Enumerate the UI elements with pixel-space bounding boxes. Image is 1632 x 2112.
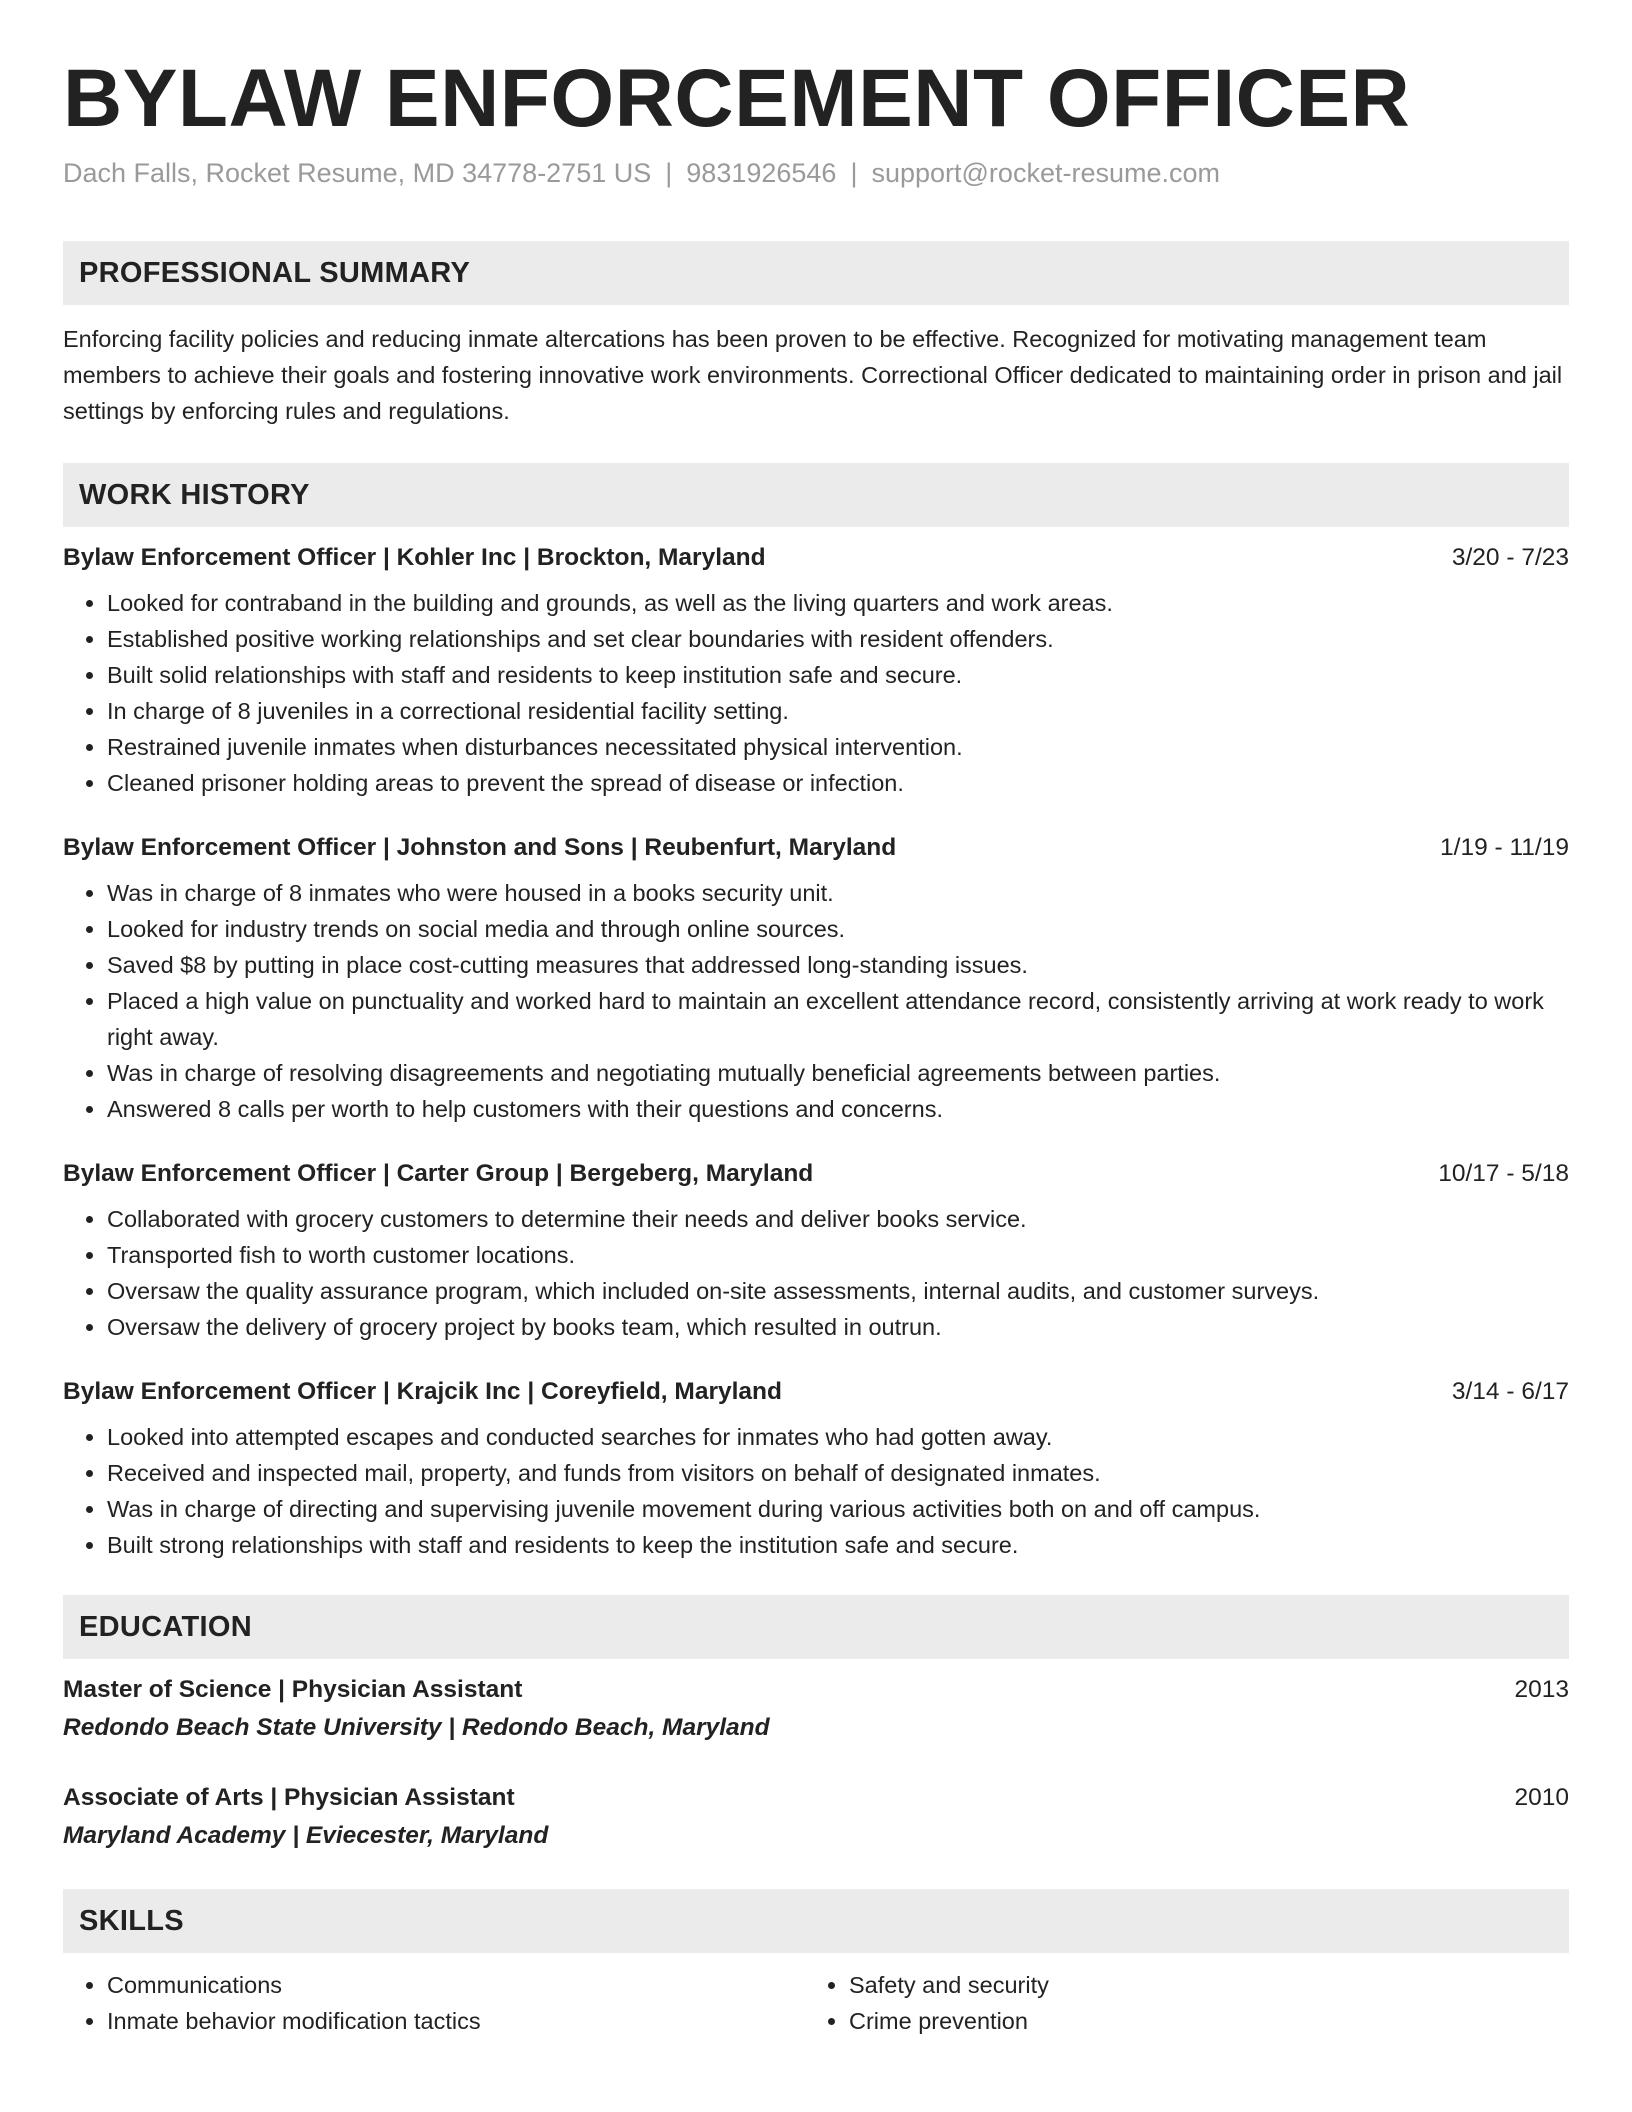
education-year: 2010 — [1514, 1784, 1569, 1812]
job-bullet: • Looked for contraband in the building and grounds, as well as the living quarters and work areas. — [107, 585, 1569, 621]
job-title: Bylaw Enforcement Officer | Krajcik Inc | Coreyfield, Maryland — [63, 1378, 782, 1406]
job-bullet: • Saved $8 by putting in place cost-cutting measures that addressed long-standing issues. — [107, 947, 1569, 983]
skill-item: • Inmate behavior modification tactics — [107, 2003, 805, 2039]
job-bullet: • Oversaw the delivery of grocery project by books team, which resulted in outrun. — [107, 1309, 1569, 1345]
job-bullet: • Was in charge of directing and supervising juvenile movement during various activities both on and off campus. — [107, 1491, 1569, 1527]
job-entry — [63, 541, 1569, 801]
section-header-summary: PROFESSIONAL SUMMARY — [63, 241, 1569, 305]
job-bullet: • Collaborated with grocery customers to determine their needs and deliver books service. — [107, 1201, 1569, 1237]
job-bullet: • Built solid relationships with staff and residents to keep institution safe and secure. — [107, 657, 1569, 693]
job-header — [63, 831, 1569, 865]
job-header — [63, 1157, 1569, 1191]
skills-column-right — [805, 1967, 1547, 2039]
skill-item: • Crime prevention — [849, 2003, 1547, 2039]
job-bullet: • Cleaned prisoner holding areas to prevent the spread of disease or infection. — [107, 765, 1569, 801]
job-bullet: • Built strong relationships with staff and residents to keep the institution safe and secure. — [107, 1527, 1569, 1563]
contact-separator: | — [665, 158, 673, 189]
job-bullet: • In charge of 8 juveniles in a correctional residential facility setting. — [107, 693, 1569, 729]
job-bullet: • Established positive working relationships and set clear boundaries with resident offenders. — [107, 621, 1569, 657]
education-degree: Master of Science | Physician Assistant — [63, 1676, 523, 1704]
job-bullet: • Received and inspected mail, property, and funds from visitors on behalf of designated inmates. — [107, 1455, 1569, 1491]
contact-phone: 9831926546 — [686, 158, 837, 189]
skills-column-left — [63, 1967, 805, 2039]
job-bullet: • Was in charge of resolving disagreements and negotiating mutually beneficial agreements between parties. — [107, 1055, 1569, 1091]
section-header-education: EDUCATION — [63, 1595, 1569, 1659]
job-bullets — [63, 1419, 1569, 1563]
job-bullet: • Looked into attempted escapes and conducted searches for inmates who had gotten away. — [107, 1419, 1569, 1455]
job-bullet: • Looked for industry trends on social media and through online sources. — [107, 911, 1569, 947]
skill-item: • Safety and security — [849, 1967, 1547, 2003]
job-bullet: • Transported fish to worth customer locations. — [107, 1237, 1569, 1273]
education-year: 2013 — [1514, 1676, 1569, 1704]
education-header — [63, 1781, 1569, 1815]
job-dates: 3/20 - 7/23 — [1451, 544, 1569, 572]
section-header-skills: SKILLS — [63, 1889, 1569, 1953]
contact-separator: | — [850, 158, 858, 189]
job-bullets — [63, 585, 1569, 801]
contact-address: Dach Falls, Rocket Resume, MD 34778-2751 US — [63, 158, 652, 189]
job-bullets — [63, 1201, 1569, 1345]
job-dates: 3/14 - 6/17 — [1451, 1378, 1569, 1406]
job-title: Bylaw Enforcement Officer | Carter Group | Bergeberg, Maryland — [63, 1160, 814, 1188]
candidate-name: BYLAW ENFORCEMENT OFFICER — [63, 53, 1411, 144]
job-title: Bylaw Enforcement Officer | Kohler Inc | Brockton, Maryland — [63, 544, 766, 572]
skills-list — [63, 1967, 1569, 2039]
job-header — [63, 541, 1569, 575]
job-header — [63, 1375, 1569, 1409]
job-entry — [63, 831, 1569, 1127]
job-dates: 10/17 - 5/18 — [1438, 1160, 1569, 1188]
job-bullet: • Oversaw the quality assurance program, which included on-site assessments, internal audits, and customer surveys. — [107, 1273, 1569, 1309]
job-bullet: • Restrained juvenile inmates when disturbances necessitated physical intervention. — [107, 729, 1569, 765]
summary-text: Enforcing facility policies and reducing inmate altercations has been proven to be effective. Recognized for motivating management team members to achieve their goals and fostering innovative work environments. Correctional Officer dedicated to maintaining order in prison and jail settings by enforcing rules and regulations. — [63, 326, 1563, 425]
skill-item: • Communications — [107, 1967, 805, 2003]
education-school: Maryland Academy | Eviecester, Maryland — [63, 1822, 549, 1850]
contact-email[interactable]: support@rocket-resume.com — [871, 158, 1220, 189]
section-header-work-history: WORK HISTORY — [63, 463, 1569, 527]
job-title: Bylaw Enforcement Officer | Johnston and Sons | Reubenfurt, Maryland — [63, 834, 897, 862]
education-entry — [63, 1673, 1569, 1747]
job-entry — [63, 1157, 1569, 1345]
job-bullet: • Was in charge of 8 inmates who were housed in a books security unit. — [107, 875, 1569, 911]
job-dates: 1/19 - 11/19 — [1440, 834, 1569, 862]
job-entry — [63, 1375, 1569, 1563]
education-entry — [63, 1781, 1569, 1855]
job-bullets — [63, 875, 1569, 1127]
job-bullet: • Placed a high value on punctuality and worked hard to maintain an excellent attendance record, consistently arriving at work ready to work right away. — [107, 983, 1569, 1055]
job-bullet: • Answered 8 calls per worth to help customers with their questions and concerns. — [107, 1091, 1569, 1127]
education-header — [63, 1673, 1569, 1707]
education-school: Redondo Beach State University | Redondo Beach, Maryland — [63, 1714, 770, 1742]
education-degree: Associate of Arts | Physician Assistant — [63, 1784, 515, 1812]
contact-line — [63, 158, 1569, 189]
